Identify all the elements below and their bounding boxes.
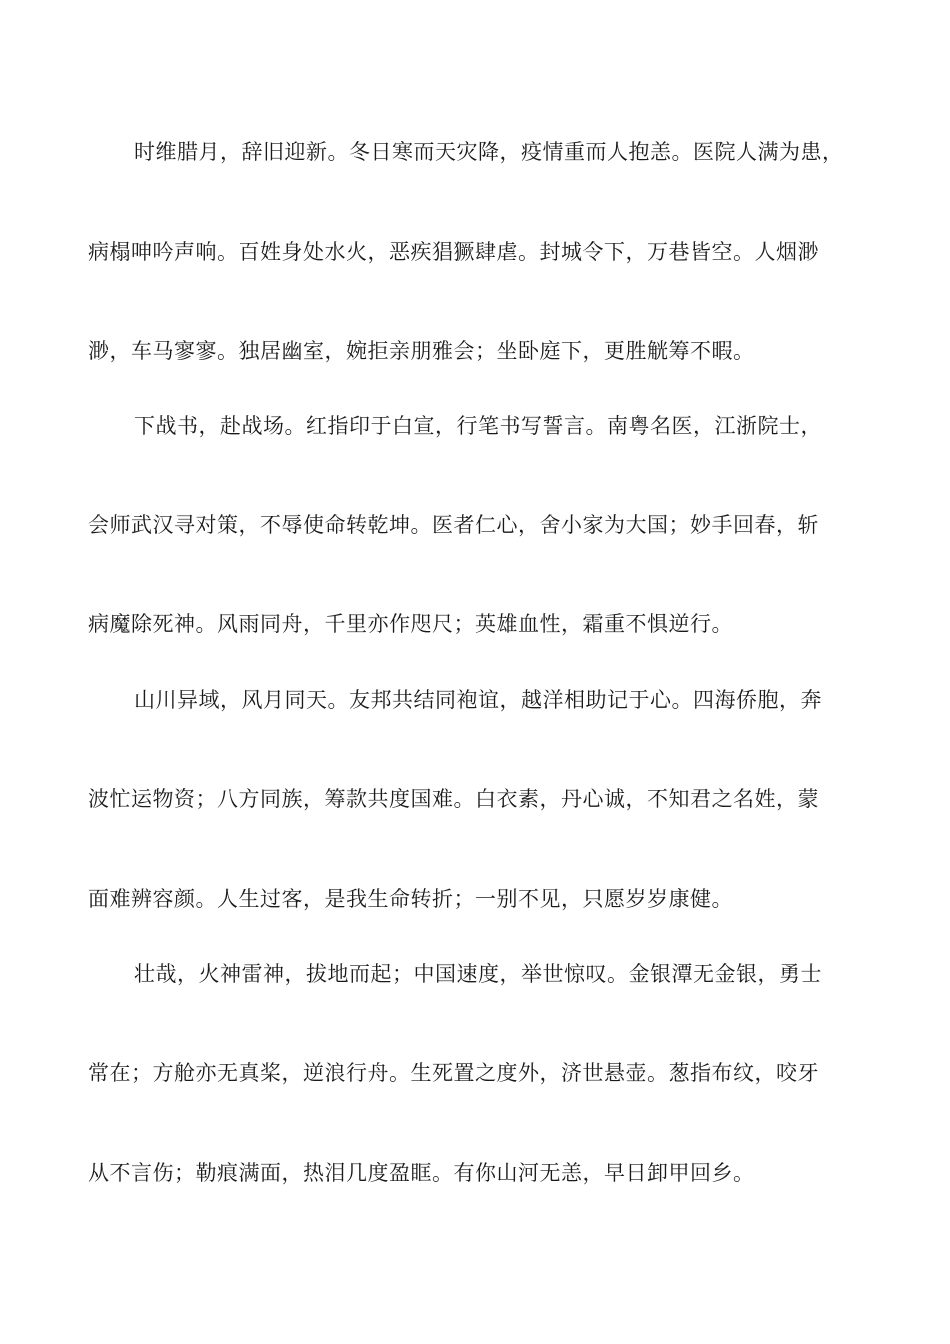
paragraph-1-line-3: 渺，车马寥寥。独居幽室，婉拒亲朋雅会；坐卧庭下，更胜觥筹不暇。 [88, 339, 755, 363]
paragraph-3-line-2: 波忙运物资；八方同族，筹款共度国难。白衣素，丹心诚，不知君之名姓，蒙 [88, 787, 819, 811]
paragraph-3-line-3: 面难辨容颜。人生过客，是我生命转折；一别不见，只愿岁岁康健。 [88, 887, 733, 911]
paragraph-2-line-2: 会师武汉寻对策，不辱使命转乾坤。医者仁心，舍小家为大国；妙手回春，斩 [88, 513, 819, 537]
paragraph-4-line-3: 从不言伤；勒痕满面，热泪几度盈眶。有你山河无恙，早日卸甲回乡。 [88, 1161, 755, 1185]
paragraph-1-line-2: 病榻呻吟声响。百姓身处水火，恶疾猖獗肆虐。封城令下，万巷皆空。人烟渺 [88, 240, 819, 264]
paragraph-2-line-1: 下战书，赴战场。红指印于白宣，行笔书写誓言。南粤名医，江浙院士， [134, 414, 822, 438]
paragraph-4-line-2: 常在；方舱亦无真桨，逆浪行舟。生死置之度外，济世悬壶。葱指布纹，咬牙 [88, 1061, 819, 1085]
paragraph-3-line-1: 山川异域，风月同天。友邦共结同袍谊，越洋相助记于心。四海侨胞，奔 [134, 688, 822, 712]
paragraph-1-line-1: 时维腊月，辞旧迎新。冬日寒而天灾降，疫情重而人抱恙。医院人满为患， [134, 140, 844, 164]
paragraph-2-line-3: 病魔除死神。风雨同舟，千里亦作咫尺；英雄血性，霜重不惧逆行。 [88, 612, 733, 636]
paragraph-4-line-1: 壮哉，火神雷神，拔地而起；中国速度，举世惊叹。金银潭无金银，勇士 [134, 962, 822, 986]
